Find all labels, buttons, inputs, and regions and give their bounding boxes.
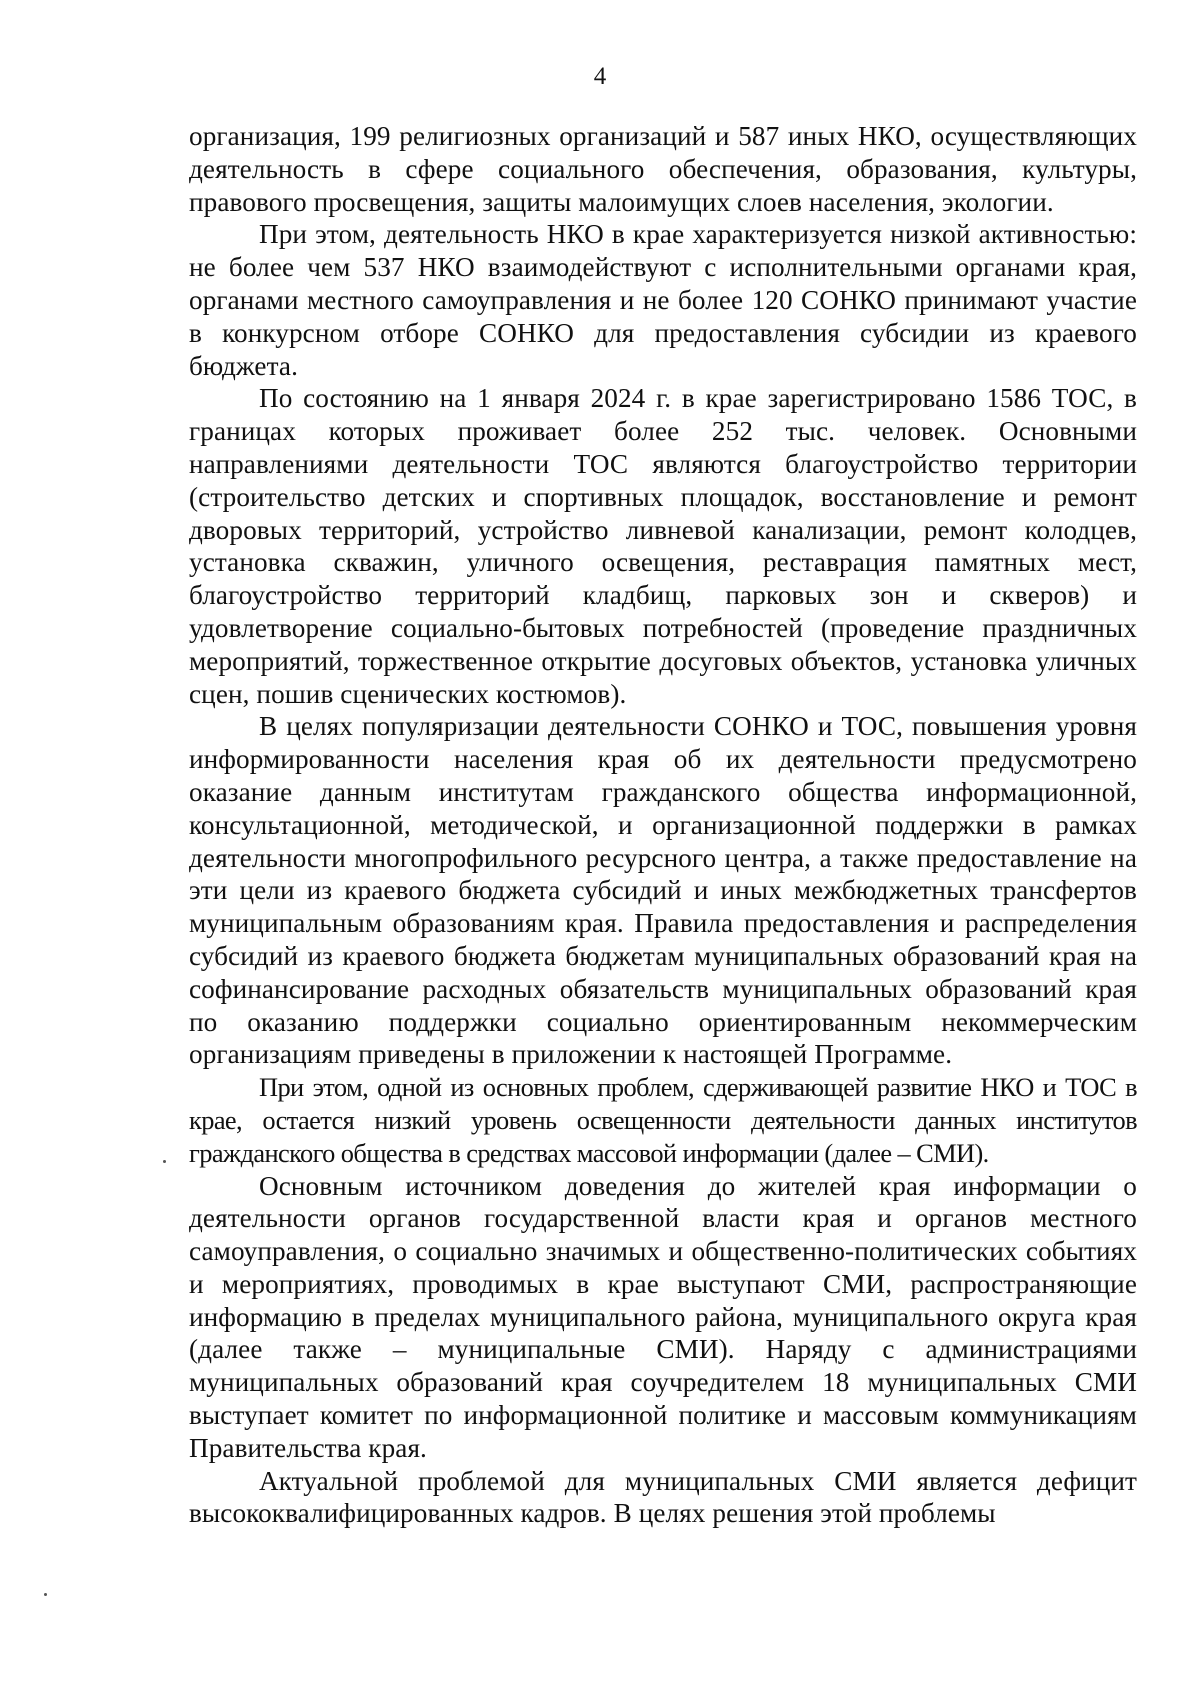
- paragraph-nko-list: организация, 199 религиозных организаций и 587 иных НКО, осуществляющих деятельность в сфере социального обеспечения, образования, культуры, правового просвещения, защиты малоимущих слоев населения, экологии.: [189, 121, 1137, 217]
- document-body: [189, 120, 1137, 1530]
- scan-speck: [163, 1160, 166, 1163]
- paragraph-media-source: Основным источником доведения до жителей края информации о деятельности органов государственной власти края и органов местного самоуправления, о социально значимых и общественно-политических событиях и мероприятиях, проводимых в крае выступают СМИ, распространяющие информацию в пределах муниципального района, муниципального округа края (далее также – муниципальные СМИ). Наряду с администрациями муниципальных образований края соучредителем 18 муниципальных СМИ выступает комитет по информационной политике и массовым коммуникациям Правительства края.: [189, 1170, 1137, 1463]
- paragraph-media-problem: При этом, одной из основных проблем, сдерживающей развитие НКО и ТОС в крае, остается низкий уровень освещенности деятельности данных институтов гражданского общества в средствах массовой информации (далее – СМИ).: [189, 1072, 1137, 1168]
- paragraph-staff-shortage: Актуальной проблемой для муниципальных СМИ является дефицит высококвалифицированных кадров. В целях решения этой проблемы: [189, 1465, 1137, 1529]
- scan-speck: [44, 1593, 47, 1596]
- page-number: 4: [593, 63, 607, 90]
- paragraph-nko-activity: При этом, деятельность НКО в крае характеризуется низкой активностью: не более чем 537 НКО взаимодействуют с исполнительными органами края, органами местного самоуправления и не более 120 СОНКО принимают участие в конкурсном отборе СОНКО для предоставления субсидии из краевого бюджета.: [189, 219, 1137, 381]
- paragraph-popularization: В целях популяризации деятельности СОНКО и ТОС, повышения уровня информированности населения края об их деятельности предусмотрено оказание данным институтам гражданского общества информационной, консультационной, методической, и организационной поддержки в рамках деятельности многопрофильного ресурсного центра, а также предоставление на эти цели из краевого бюджета субсидий и иных межбюджетных трансфертов муниципальным образованиям края. Правила предоставления и распределения субсидий из краевого бюджета бюджетам муниципальных образований края на софинансирование расходных обязательств муниципальных образований края по оказанию поддержки социально ориентированным некоммерческим организациям приведены в приложении к настоящей Программе.: [189, 711, 1137, 1070]
- paragraph-tos-status: По состоянию на 1 января 2024 г. в крае зарегистрировано 1586 ТОС, в границах которых проживает более 252 тыс. человек. Основными направлениями деятельности ТОС являются благоустройство территории (строительство детских и спортивных площадок, восстановление и ремонт дворовых территорий, устройство ливневой канализации, ремонт колодцев, установка скважин, уличного освещения, реставрация памятных мест, благоустройство территорий кладбищ, парковых зон и скверов) и удовлетворение социально-бытовых потребностей (проведение праздничных мероприятий, торжественное открытие досуговых объектов, установка уличных сцен, пошив сценических костюмов).: [189, 383, 1137, 709]
